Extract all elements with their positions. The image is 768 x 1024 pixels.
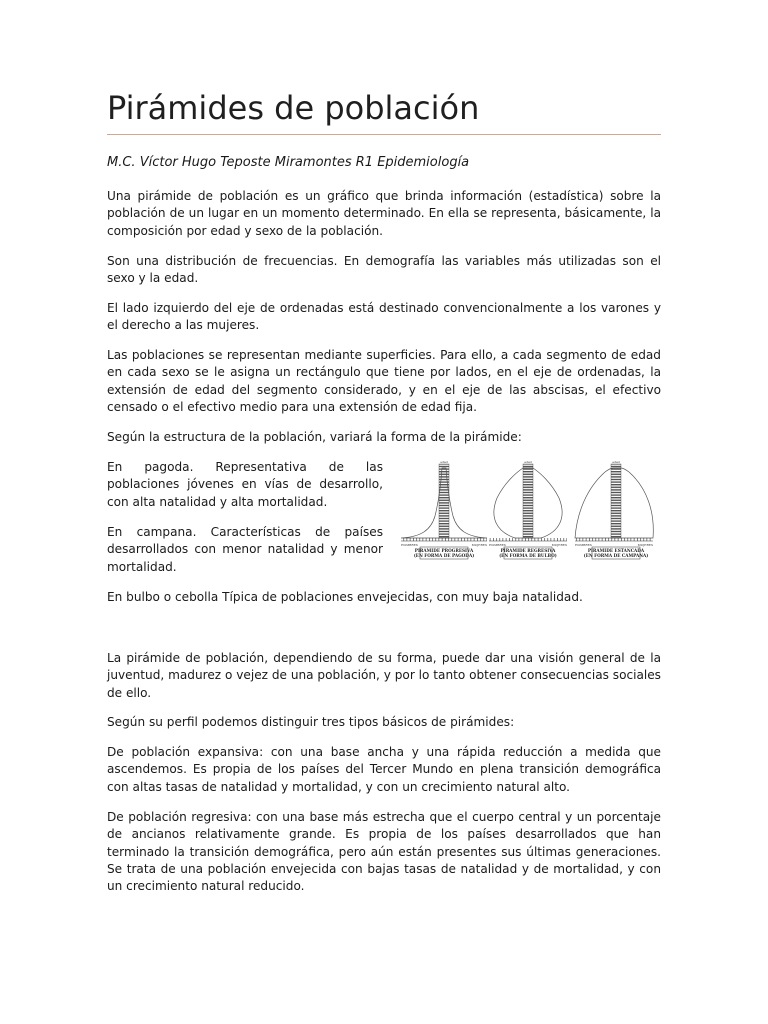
pyramid-campana-age-label: edad — [612, 460, 620, 464]
pyramid-campana-caption-1: PIRAMIDE ESTANCADA — [587, 548, 645, 553]
pyramid-pagoda-women-label: MUJERES — [471, 543, 487, 547]
pyramid-campana-caption-2: (EN FORMA DE CAMPANA) — [583, 553, 649, 558]
paragraph-expansiva: De población expansiva: con una base ancha y una rápida reducción a medida que ascendemos. Es propia de los países del Tercer Mundo en plena transición demográfica con altas tasas de natalidad y mortalidad, y con un crecimiento natural alto. — [107, 745, 661, 794]
pyramid-bulbo-caption-1: PIRAMIDE REGRESIVA — [500, 548, 556, 553]
title-divider — [107, 134, 661, 135]
paragraph-axis-sides: El lado izquierdo del eje de ordenadas está destinado convencionalmente a los varones y el derecho a las mujeres. — [107, 301, 661, 333]
pyramid-bulbo — [489, 460, 567, 559]
pyramid-bulbo-women-label: MUJERES — [551, 543, 567, 547]
paragraph-pagoda: En pagoda. Representativa de las poblaciones jóvenes en vías de desarrollo, con alta natalidad y alta mortalidad. — [107, 460, 383, 509]
paragraph-shapes-intro: Según la estructura de la población, variará la forma de la pirámide: — [107, 430, 522, 444]
pyramid-pagoda — [401, 460, 487, 559]
pyramid-bulbo-caption-2: (EN FORMA DE BULBO) — [499, 553, 557, 558]
author-line: M.C. Víctor Hugo Teposte Miramontes R1 Epidemiología — [107, 155, 470, 170]
paragraph-regresiva: De población regresiva: con una base más estrecha que el cuerpo central y un porcentaje de ancianos relativamente grande. Es propia de los países desarrollados que han terminado la transición demográfica, pero aún están presentes sus últimas generaciones. Se trata de una población envejecida con bajas tasas de natalidad y de mortalidad, y con un crecimiento natural reducido. — [107, 810, 661, 894]
paragraph-campana: En campana. Características de países desarrollados con menor natalidad y menor mortalidad. — [107, 525, 383, 574]
pyramid-pagoda-caption-2: (EN FORMA DE PAGODA) — [413, 553, 475, 558]
pyramid-figure — [397, 458, 655, 562]
paragraph-profile-types: Según su perfil podemos distinguir tres tipos básicos de pirámides: — [107, 715, 515, 729]
pyramid-pagoda-age-label: edad — [440, 460, 448, 464]
pyramid-pagoda-caption-1: PIRAMIDE PROGRESIVA — [414, 548, 474, 553]
paragraph-bulbo: En bulbo o cebolla Típica de poblaciones envejecidas, con muy baja natalidad. — [107, 590, 583, 604]
pyramid-pagoda-men-label: HOMBRES — [401, 543, 418, 547]
paragraph-frequency: Son una distribución de frecuencias. En demografía las variables más utilizadas son el sexo y la edad. — [107, 254, 661, 286]
document-title: Pirámides de población — [107, 89, 480, 127]
pyramid-campana-men-label: HOMBRES — [575, 543, 592, 547]
paragraph-definition: Una pirámide de población es un gráfico que brinda información (estadística) sobre la población de un lugar en un momento determinado. En ella se representa, básicamente, la composición por edad y sexo de la población. — [107, 189, 661, 238]
paragraph-surfaces: Las poblaciones se representan mediante superficies. Para ello, a cada segmento de edad en cada sexo se le asigna un rectángulo que tiene por lados, en el eje de ordenadas, la extensión de edad del segmento considerado, y en el eje de las abscisas, el efectivo censado o el efectivo medio para una extensión de edad fija. — [107, 348, 661, 414]
pyramid-figure-svg — [397, 458, 655, 562]
pyramid-bulbo-men-label: HOMBRES — [489, 543, 506, 547]
pyramid-campana-women-label: MUJERES — [637, 543, 653, 547]
pyramid-bulbo-age-label: edad — [524, 460, 532, 464]
pyramid-campana — [575, 460, 653, 559]
paragraph-vision: La pirámide de población, dependiendo de su forma, puede dar una visión general de la juventud, madurez o vejez de una población, y por lo tanto obtener consecuencias sociales de ello. — [107, 651, 661, 700]
